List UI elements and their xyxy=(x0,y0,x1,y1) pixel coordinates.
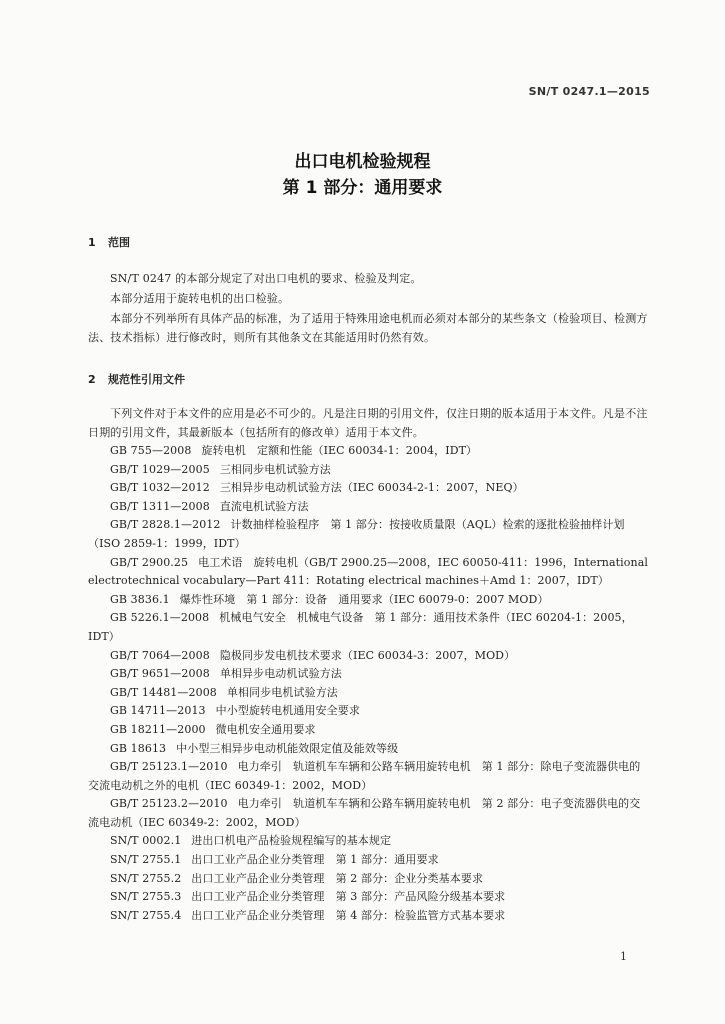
reference-item xyxy=(88,461,648,480)
reference-code: GB/T 2900.25 xyxy=(110,555,189,569)
reference-item xyxy=(88,554,648,591)
reference-code: SN/T 0002.1 xyxy=(110,834,182,848)
reference-title: 直流电机试验方法 xyxy=(219,499,309,513)
reference-code: GB 14711—2013 xyxy=(110,704,206,718)
reference-code: GB/T 14481—2008 xyxy=(110,685,217,699)
reference-code: GB 755—2008 xyxy=(110,444,192,457)
reference-title: 单相异步电动机试验方法 xyxy=(219,667,342,681)
reference-code: GB/T 9651—2008 xyxy=(110,667,210,681)
reference-item xyxy=(88,740,648,759)
reference-item xyxy=(88,907,648,926)
reference-item xyxy=(88,516,648,553)
reference-title: 爆炸性环境 第 1 部分：设备 通用要求（IEC 60079-0：2007 MOD） xyxy=(179,592,549,606)
reference-item xyxy=(88,609,648,646)
reference-title: 出口工业产品企业分类管理 第 2 部分：企业分类基本要求 xyxy=(191,871,484,885)
reference-title: 单相同步电机试验方法 xyxy=(226,685,338,699)
scope-paragraph: 本部分不列举所有具体产品的标准，为了适用于特殊用途电机而必须对本部分的某些条文（检验项目、检测方法、技术指标）进行修改时，则所有其他条文在其能适用时仍然有效。 xyxy=(88,312,648,344)
reference-code: GB 18211—2000 xyxy=(110,722,206,736)
reference-code: SN/T 2755.1 xyxy=(110,853,182,867)
reference-item xyxy=(88,442,648,461)
reference-item xyxy=(88,665,648,684)
page-subtitle: 第 1 部分：通用要求 xyxy=(282,178,443,198)
reference-title: 出口工业产品企业分类管理 第 1 部分：通用要求 xyxy=(191,853,439,867)
section-1-number: 1 xyxy=(88,236,96,249)
reference-item xyxy=(88,479,648,498)
reference-title: 电力牵引 轨道机车车辆和公路车辆用旋转电机 第 2 部分：电子变流器供电的交流电动机（IEC 60349-2：2002，MOD） xyxy=(88,797,641,829)
section-1-heading xyxy=(88,234,130,250)
scope-paragraph: 本部分适用于旋转电机的出口检验。 xyxy=(110,292,290,305)
reference-title: 旋转电机 定额和性能（IEC 60034-1：2004，IDT） xyxy=(201,444,478,457)
section-2-number: 2 xyxy=(88,373,96,386)
section-1-title: 范围 xyxy=(108,236,130,249)
reference-code: SN/T 2755.2 xyxy=(110,871,182,885)
reference-item xyxy=(88,721,648,740)
reference-title: 电工术语 旋转电机（GB/T 2900.25—2008，IEC 60050-411：1996，International electrotechnical vocabulary—Part 411：Rotating electrical machines＋Amd 1：2007，IDT） xyxy=(88,555,648,588)
reference-code: GB/T 2828.1—2012 xyxy=(110,518,221,532)
reference-title: 隐极同步发电机技术要求（IEC 60034-3：2007，MOD） xyxy=(219,648,516,662)
reference-item xyxy=(88,591,648,610)
reference-item xyxy=(88,888,648,907)
reference-item xyxy=(88,702,648,721)
reference-title: 中小型旋转电机通用安全要求 xyxy=(215,704,360,718)
reference-title: 出口工业产品企业分类管理 第 4 部分：检验监管方式基本要求 xyxy=(191,908,506,922)
reference-code: GB 5226.1—2008 xyxy=(110,611,210,625)
reference-title: 电力牵引 轨道机车车辆和公路车辆用旋转电机 第 1 部分：除电子变流器供电的交流电动机之外的电机（IEC 60349-1：2002，MOD） xyxy=(88,760,641,792)
section-2-title: 规范性引用文件 xyxy=(108,373,185,386)
reference-code: GB/T 25123.1—2010 xyxy=(110,760,228,774)
doc-code-header: SN/T 0247.1—2015 xyxy=(528,85,650,98)
reference-title: 三相同步电机试验方法 xyxy=(219,462,331,476)
reference-item xyxy=(88,684,648,703)
page-title: 出口电机检验规程 xyxy=(294,152,431,172)
reference-title: 进出口机电产品检验规程编写的基本规定 xyxy=(191,834,392,848)
reference-code: GB 18613 xyxy=(110,741,167,755)
reference-code: GB/T 25123.2—2010 xyxy=(110,797,228,811)
references-intro: 下列文件对于本文件的应用是必不可少的。凡是注日期的引用文件，仅注日期的版本适用于本文件。凡是不注日期的引用文件，其最新版本（包括所有的修改单）适用于本文件。 xyxy=(88,407,648,439)
reference-code: GB/T 1029—2005 xyxy=(110,462,210,476)
scope-paragraph: SN/T 0247 的本部分规定了对出口电机的要求、检验及判定。 xyxy=(110,272,422,285)
reference-code: GB/T 7064—2008 xyxy=(110,648,210,662)
reference-code: SN/T 2755.4 xyxy=(110,908,182,922)
reference-item xyxy=(88,832,648,851)
reference-item xyxy=(88,647,648,666)
reference-code: GB 3836.1 xyxy=(110,592,170,606)
reference-list xyxy=(88,442,648,925)
reference-code: GB/T 1311—2008 xyxy=(110,499,210,513)
reference-title: 微电机安全通用要求 xyxy=(215,722,316,736)
section-2-heading xyxy=(88,371,185,387)
reference-item xyxy=(88,851,648,870)
reference-item xyxy=(88,498,648,517)
reference-title: 三相异步电动机试验方法（IEC 60034-2-1：2007，NEQ） xyxy=(219,481,524,495)
reference-item xyxy=(88,795,648,832)
reference-code: GB/T 1032—2012 xyxy=(110,481,210,495)
reference-title: 出口工业产品企业分类管理 第 3 部分：产品风险分级基本要求 xyxy=(191,890,506,904)
reference-title: 计数抽样检验程序 第 1 部分：按接收质量限（AQL）检索的逐批检验抽样计划（ISO 2859-1：1999，IDT） xyxy=(88,518,625,550)
reference-item xyxy=(88,870,648,889)
page-number: 1 xyxy=(620,950,627,963)
reference-code: SN/T 2755.3 xyxy=(110,890,182,904)
reference-title: 机械电气安全 机械电气设备 第 1 部分：通用技术条件（IEC 60204-1：2005，IDT） xyxy=(88,611,633,643)
reference-title: 中小型三相异步电动机能效限定值及能效等级 xyxy=(176,741,399,755)
reference-item xyxy=(88,758,648,795)
